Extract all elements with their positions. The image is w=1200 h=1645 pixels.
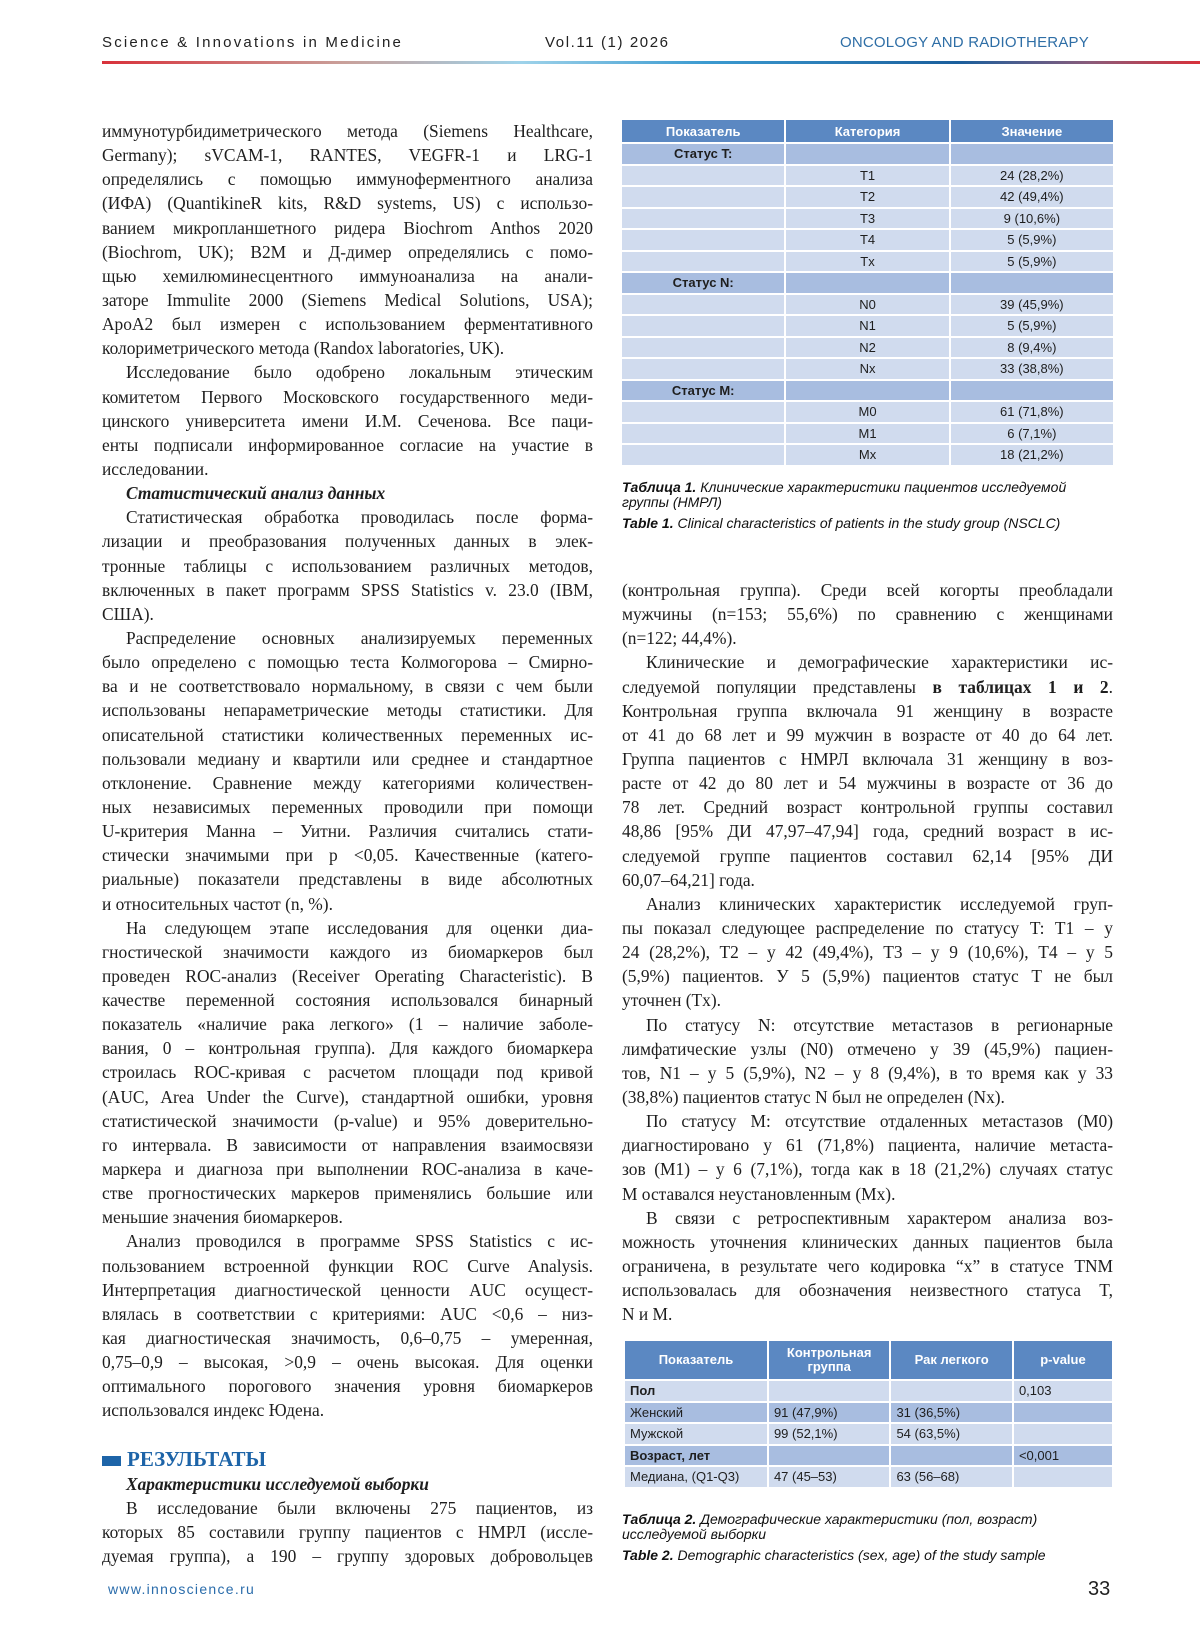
- table-cell: 39 (45,9%): [951, 295, 1113, 315]
- table-cell: Статус N:: [622, 273, 784, 293]
- paragraph: [102, 1229, 593, 1422]
- caption-label: Таблица 2.: [622, 1511, 697, 1527]
- table-cell: [951, 273, 1113, 293]
- table-cell: 0,103: [1014, 1381, 1112, 1401]
- results-heading-text: РЕЗУЛЬТАТЫ: [127, 1446, 267, 1471]
- text-line: исследовании.: [102, 458, 209, 479]
- text-line: иммунотурбидиметрического метода (Siemens Healthcare,: [102, 121, 593, 141]
- table-row: [622, 402, 1113, 422]
- text-line: В исследование были включены 275 пациентов, из: [126, 1498, 593, 1519]
- table-row: [622, 252, 1113, 272]
- text-line: В связи с ретроспективным характером анализа воз-: [646, 1207, 1113, 1228]
- text-segment: .: [1108, 676, 1113, 697]
- table-cell: [622, 359, 784, 379]
- caption-text-en: Demographic characteristics (sex, age) of the study sample: [677, 1547, 1046, 1563]
- table-cell: [891, 1381, 1012, 1401]
- text-line: Распределение основных анализируемых переменных: [126, 627, 593, 648]
- table-cell: 18 (21,2%): [951, 445, 1113, 465]
- table-row: [625, 1403, 1112, 1423]
- text-line: и относительных частот (n, %).: [102, 893, 333, 914]
- table-cell: T1: [786, 166, 948, 186]
- table-header: Значение: [951, 120, 1113, 142]
- table-cell: 42 (49,4%): [951, 187, 1113, 207]
- paragraph: [622, 578, 1113, 650]
- paragraph: [102, 626, 593, 916]
- results-section: [102, 1446, 593, 1569]
- table-header: Показатель: [625, 1341, 767, 1379]
- text-line: можность уточнения клинических данных пациентов была: [622, 1231, 1113, 1252]
- table-row: [622, 230, 1113, 250]
- table-cell: [622, 252, 784, 272]
- text-line: ванием микропланшетного ридера Biochrom Anthos 2020: [102, 217, 593, 238]
- paragraph: [102, 505, 593, 626]
- text-line: определялись с помощью иммуноферментного анализа: [102, 169, 593, 190]
- table-cell: [622, 316, 784, 336]
- table-header: Рак легкого: [891, 1341, 1012, 1379]
- text-line: 60,07–64,21] года.: [622, 869, 755, 890]
- results-heading: [102, 1446, 593, 1472]
- table-cell: 47 (45–53): [769, 1467, 890, 1487]
- table-cell: [622, 445, 784, 465]
- text-line: показатель «наличие рака легкого» (1 – наличие заболе-: [102, 1014, 593, 1035]
- text-line: U-критерия Манна – Уитни. Различия считались стати-: [102, 821, 593, 842]
- header-divider: [102, 61, 1200, 64]
- paragraph: [622, 892, 1113, 1013]
- section-marker-icon: [102, 1456, 121, 1466]
- text-line: зов (M1) – у 6 (7,1%), тогда как в 18 (21,2%) случаях статус: [622, 1159, 1113, 1180]
- table-cell: [786, 144, 948, 164]
- table-cell: [622, 187, 784, 207]
- paragraph: [622, 1013, 1113, 1110]
- text-line: меньшие значения биомаркеров.: [102, 1207, 343, 1228]
- table-cell: 5 (5,9%): [951, 316, 1113, 336]
- text-line: отклонение. Сравнение между категориями количествен-: [102, 772, 593, 793]
- table-group-row: [622, 144, 1113, 164]
- table-cell: M1: [786, 424, 948, 444]
- text-line: оптимального порогового значения уровня биомаркеров: [102, 1376, 593, 1397]
- table-cell: [951, 144, 1113, 164]
- text-line: использованы непараметрические методы статистики. Для: [102, 700, 593, 721]
- text-line: тов, N1 – у 5 (5,9%), N2 – у 8 (9,4%), в то время как у 33: [622, 1062, 1113, 1083]
- table-cell: T4: [786, 230, 948, 250]
- text-line: ApoA2 был измерен с использованием ферментативного: [102, 314, 593, 335]
- table-row: [622, 316, 1113, 336]
- text-line: заторе Immulite 2000 (Siemens Medical Solutions, USA);: [102, 289, 593, 310]
- text-line: лимфатические узлы (N0) отмечено у 39 (45,9%) пациен-: [622, 1038, 1113, 1059]
- table-header: Контрольная группа: [769, 1341, 890, 1379]
- text-line: проведен ROC-анализ (Receiver Operating Characteristic). В: [102, 965, 593, 986]
- table-cell: 8 (9,4%): [951, 338, 1113, 358]
- table-cell: 5 (5,9%): [951, 230, 1113, 250]
- text-line: 78 лет. Средний возраст контрольной группы составил: [622, 797, 1113, 818]
- table-cell: [1014, 1467, 1112, 1487]
- text-line: (контрольная группа). Среди всей когорты преобладали: [622, 580, 1113, 600]
- table-header: Категория: [786, 120, 948, 142]
- text-line: лизации и преобразования полученных данных в элек-: [102, 531, 593, 552]
- text-line: Анализ клинических характеристик исследуемой груп-: [646, 893, 1113, 914]
- text-line: мужчины (n=153; 55,6%) по сравнению с женщинами: [622, 604, 1113, 625]
- table-cell: [769, 1446, 890, 1466]
- text-line: риальные) показатели представлены в виде абсолютных: [102, 869, 593, 890]
- table-cell: Статус T:: [622, 144, 784, 164]
- table-cell: N0: [786, 295, 948, 315]
- table-1-clinical-characteristics: [620, 118, 1115, 467]
- text-line: пользовали медиану и квартили или среднее и стандартное: [102, 748, 593, 769]
- text-line: Исследование было одобрено локальным этическим: [126, 362, 593, 383]
- table-row: [622, 187, 1113, 207]
- text-line: Контрольная группа включала 91 женщину в возрасте: [622, 700, 1113, 721]
- table-2-demographics: [623, 1339, 1114, 1489]
- text-line: дуемая группа), а 190 – группу здоровых добровольцев: [102, 1546, 593, 1567]
- paragraph: [102, 916, 593, 1230]
- table-cell: [1014, 1403, 1112, 1423]
- text-line: стически значимыми при p <0,05. Качественные (катего-: [102, 845, 593, 866]
- paragraph: [622, 1109, 1113, 1206]
- table-cell: Tx: [786, 252, 948, 272]
- table-cell: Статус M:: [622, 381, 784, 401]
- text-line: енты подписали информированное согласие на участие в: [102, 434, 593, 455]
- text-line: следуемой группе пациентов составил 62,14 [95% ДИ: [622, 845, 1113, 866]
- subheading: Статистический анализ данных: [126, 483, 386, 504]
- text-line: По статусу N: отсутствие метастазов в регионарные: [646, 1014, 1113, 1035]
- journal-title: Science & Innovations in Medicine: [102, 34, 404, 51]
- caption-label: Table 1.: [622, 515, 674, 531]
- table-cell: 5 (5,9%): [951, 252, 1113, 272]
- left-column: [102, 119, 593, 1423]
- text-line: описательной статистики количественных переменных ис-: [102, 724, 593, 745]
- text-line: (AUC, Area Under the Curve), стандартной ошибки, уровня: [102, 1086, 593, 1107]
- table-cell: [622, 295, 784, 315]
- table-header: p-value: [1014, 1341, 1112, 1379]
- table-group-row: [622, 381, 1113, 401]
- table-1-caption: [622, 480, 1113, 537]
- sample-subheading: Характеристики исследуемой выборки: [126, 1474, 429, 1494]
- table-cell: Nx: [786, 359, 948, 379]
- text-line: диагностировано у 61 (71,8%) пациента, наличие метаста-: [622, 1135, 1113, 1156]
- text-line: (5,9%) пациентов. У 5 (5,9%) пациентов статус T не был: [622, 966, 1113, 987]
- journal-website-link[interactable]: www.innoscience.ru: [108, 1581, 256, 1597]
- text-line: качестве переменной состояния использовался бинарный: [102, 990, 593, 1011]
- paragraph: [102, 360, 593, 481]
- text-line: тронные таблицы с использованием различных методов,: [102, 555, 593, 576]
- table-row: [622, 424, 1113, 444]
- table-group-row: [625, 1446, 1112, 1466]
- text-line: использовалась для обозначения неизвестного статуса T,: [622, 1280, 1113, 1301]
- table-cell: T2: [786, 187, 948, 207]
- table-cell: [769, 1381, 890, 1401]
- table-cell: [891, 1446, 1012, 1466]
- table-group-row: [622, 273, 1113, 293]
- paragraph: [622, 650, 1113, 891]
- paragraph: [622, 1206, 1113, 1327]
- text-line: кая диагностическая значимость, 0,6–0,75 – умеренная,: [102, 1328, 593, 1349]
- text-line: На следующем этапе исследования для оценки диа-: [126, 917, 593, 938]
- table-cell: T3: [786, 209, 948, 229]
- text-line: Анализ проводился в программе SPSS Statistics с ис-: [126, 1231, 593, 1252]
- text-line: от 41 до 68 лет и 99 мужчин в возрасте от 40 до 64 лет.: [622, 724, 1113, 745]
- text-line: влялась в соответствии с критериями: AUC <0,6 – низ-: [102, 1303, 593, 1324]
- table-cell: [622, 338, 784, 358]
- table-cell: N2: [786, 338, 948, 358]
- table-cell: [622, 209, 784, 229]
- text-line: N и M.: [622, 1304, 673, 1325]
- caption-label: Table 2.: [622, 1547, 674, 1563]
- text-line: включенных в пакет программ SPSS Statistics v. 23.0 (IBM,: [102, 579, 593, 600]
- table-row: [622, 209, 1113, 229]
- table-row: [622, 338, 1113, 358]
- table-cell: 9 (10,6%): [951, 209, 1113, 229]
- text-line: [622, 675, 1113, 699]
- table-cell: Mx: [786, 445, 948, 465]
- text-line: маркера и диагноза при выполнении ROC-анализа в каче-: [102, 1159, 593, 1180]
- caption-text-ru: Клинические характеристики пациентов исследуемой группы (НМРЛ): [622, 479, 1067, 510]
- text-line: (ИФА) (QuantikineR kits, R&D systems, US) с использо-: [102, 193, 593, 214]
- table-cell: [622, 166, 784, 186]
- table-cell: [786, 273, 948, 293]
- text-line: США).: [102, 603, 154, 624]
- table-2-caption: [622, 1512, 1113, 1569]
- table-row: [625, 1424, 1112, 1444]
- text-line: ва и не соответствовало нормальному, в связи с чем были: [102, 676, 593, 697]
- text-line: По статусу M: отсутствие отдаленных метастазов (M0): [646, 1111, 1113, 1132]
- text-line: расте от 42 до 80 лет и 54 мужчины в возрасте от 36 до: [622, 773, 1113, 794]
- text-line: 48,86 [95% ДИ 47,97–47,94] года, средний возраст в ис-: [622, 821, 1113, 842]
- text-line: (38,8%) пациентов статус N был не определен (Nx).: [622, 1086, 1005, 1107]
- table-cell: 91 (47,9%): [769, 1403, 890, 1423]
- table-cell: Медиана, (Q1-Q3): [625, 1467, 767, 1487]
- table-row: [625, 1467, 1112, 1487]
- caption-label: Таблица 1.: [622, 479, 697, 495]
- text-line: (n=122; 44,4%).: [622, 628, 737, 649]
- table-row: [622, 359, 1113, 379]
- text-line: пользованием встроенной функции ROC Curve Analysis.: [102, 1255, 593, 1276]
- text-line: гностической значимости каждого из биомаркеров был: [102, 941, 593, 962]
- table-row: [622, 166, 1113, 186]
- text-line: статистической значимости (p-value) и 95% доверительно-: [102, 1110, 593, 1131]
- text-segment: следуемой популяции представлены: [622, 676, 933, 697]
- table-cell: M0: [786, 402, 948, 422]
- text-line: комитетом Первого Московского государственного меди-: [102, 386, 593, 407]
- text-line: Интерпретация диагностической ценности AUC осущест-: [102, 1279, 593, 1300]
- text-line: использовался индекс Юдена.: [102, 1400, 325, 1421]
- table-cell: Мужской: [625, 1424, 767, 1444]
- table-cell: N1: [786, 316, 948, 336]
- table-cell: 63 (56–68): [891, 1467, 1012, 1487]
- table-cell: 24 (28,2%): [951, 166, 1113, 186]
- table-cell: [622, 424, 784, 444]
- text-line: было определено с помощью теста Колмогорова – Смирно-: [102, 652, 593, 673]
- text-line: Клинические и демографические характеристики ис-: [646, 652, 1113, 673]
- table-cell: Женский: [625, 1403, 767, 1423]
- text-line: пы показал следующее распределение по статусу T: T1 – у: [622, 917, 1113, 938]
- text-line: 0,75–0,9 – высокая, >0,9 – очень высокая. Для оценки: [102, 1352, 593, 1373]
- table-cell: [1014, 1424, 1112, 1444]
- text-line: стве прогностических маркеров применялись большие или: [102, 1183, 593, 1204]
- text-line: го интервала. В зависимости от направления взаимосвязи: [102, 1134, 593, 1155]
- table-group-row: [625, 1381, 1112, 1401]
- table-cell: Пол: [625, 1381, 767, 1401]
- table-cell: 61 (71,8%): [951, 402, 1113, 422]
- text-line: колориметрического метода (Randox laboratories, UK).: [102, 338, 505, 359]
- text-line: M оставался неустановленным (Mx).: [622, 1183, 896, 1204]
- text-line: уточнен (Tx).: [622, 990, 721, 1011]
- table-cell: 31 (36,5%): [891, 1403, 1012, 1423]
- text-line: ных независимых переменных проводили при помощи: [102, 796, 593, 817]
- caption-text-ru: Демографические характеристики (пол, возраст) исследуемой выборки: [622, 1511, 1038, 1542]
- text-line: Germany); sVCAM-1, RANTES, VEGFR-1 и LRG-1: [102, 145, 593, 166]
- table-cell: [622, 230, 784, 250]
- volume-issue: Vol.11 (1) 2026: [545, 34, 670, 51]
- table-cell: [951, 381, 1113, 401]
- table-cell: <0,001: [1014, 1446, 1112, 1466]
- text-line: Группа пациентов с НМРЛ включала 31 женщину в воз-: [622, 748, 1113, 769]
- paragraph: [102, 119, 593, 360]
- table-row: [622, 445, 1113, 465]
- page-number: 33: [1088, 1578, 1111, 1600]
- right-column: [622, 578, 1113, 1326]
- bold-reference: в таблицах 1 и 2: [932, 676, 1109, 697]
- text-line: цинского университета имени И.М. Сеченова. Все паци-: [102, 410, 593, 431]
- table-cell: 33 (38,8%): [951, 359, 1113, 379]
- text-line: (Biochrom, UK); B2M и Д-димер определялись с помо-: [102, 241, 593, 262]
- text-line: вания, 0 – контрольная группа). Для каждого биомаркера: [102, 1038, 593, 1059]
- table-cell: [622, 402, 784, 422]
- table-cell: 99 (52,1%): [769, 1424, 890, 1444]
- text-line: Статистическая обработка проводилась после форма-: [126, 507, 593, 528]
- text-line: щью хемилюминесцентного иммуноанализа на анали-: [102, 265, 593, 286]
- text-line: 24 (28,2%), T2 – у 42 (49,4%), T3 – у 9 (10,6%), T4 – у 5: [622, 942, 1113, 963]
- table-cell: 54 (63,5%): [891, 1424, 1012, 1444]
- table-row: [622, 295, 1113, 315]
- table-cell: 6 (7,1%): [951, 424, 1113, 444]
- section-title: ONCOLOGY AND RADIOTHERAPY: [840, 34, 1089, 51]
- table-header: Показатель: [622, 120, 784, 142]
- text-line: строилась ROC-кривая с расчетом площади под кривой: [102, 1062, 593, 1083]
- caption-text-en: Clinical characteristics of patients in the study group (NSCLC): [677, 515, 1061, 531]
- text-line: ограничена, в результате чего кодировка “x” в статусе TNM: [622, 1255, 1113, 1276]
- table-cell: [786, 381, 948, 401]
- table-cell: Возраст, лет: [625, 1446, 767, 1466]
- text-line: которых 85 составили группу пациентов с НМРЛ (иссле-: [102, 1522, 593, 1543]
